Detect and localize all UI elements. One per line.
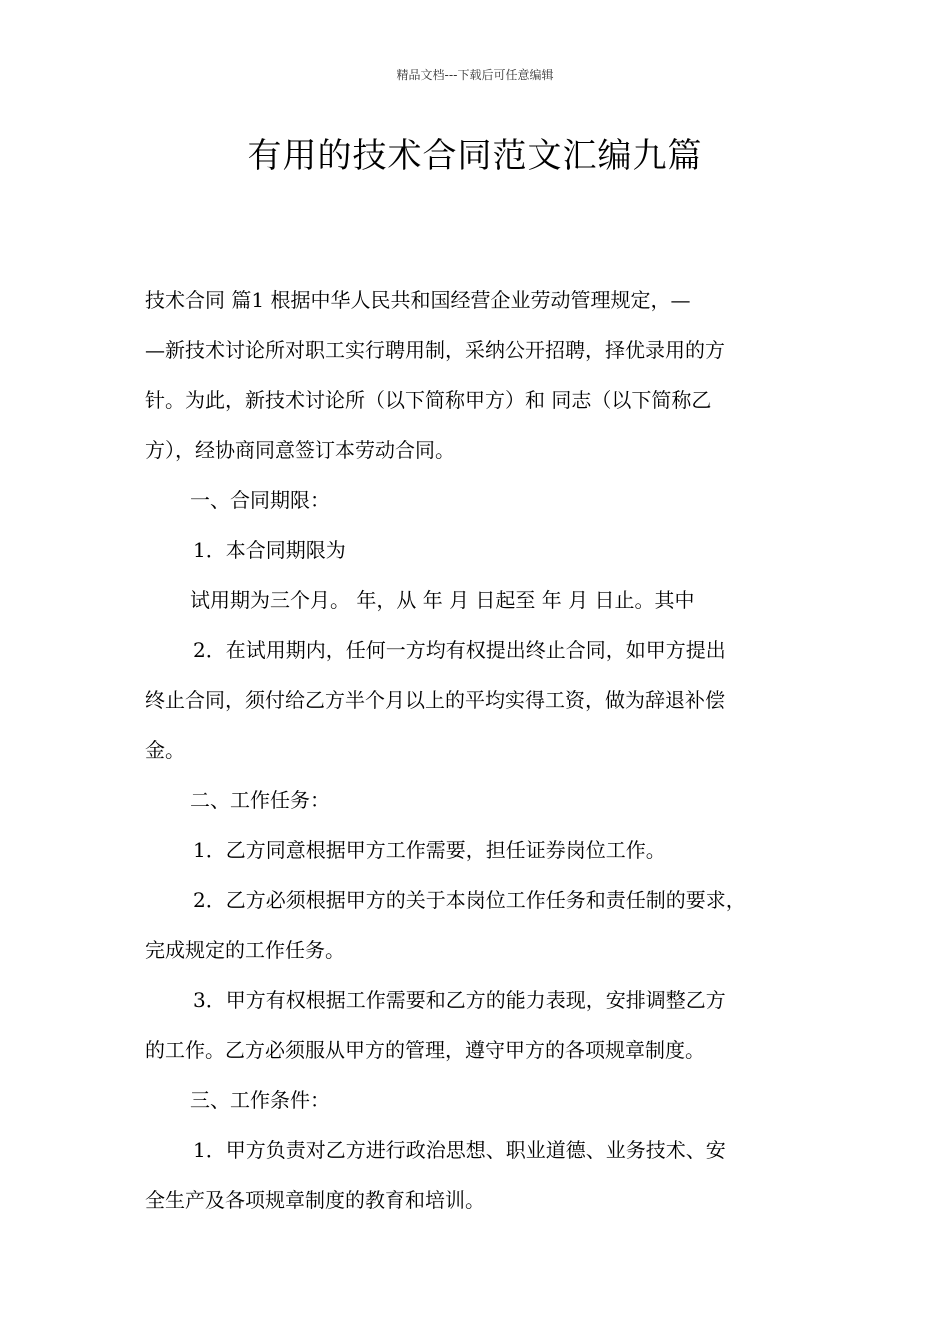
paragraph-line: 技术合同 篇1 根据中华人民共和国经营企业劳动管理规定，— [145, 288, 691, 312]
section-heading: 二、工作任务： [190, 788, 330, 812]
paragraph-line: 的工作。乙方必须服从甲方的管理，遵守甲方的各项规章制度。 [145, 1038, 705, 1062]
paragraph-line: 完成规定的工作任务。 [145, 938, 345, 962]
paragraph-line: 3．甲方有权根据工作需要和乙方的能力表现，安排调整乙方 [193, 988, 726, 1012]
section-heading: 三、工作条件： [190, 1088, 330, 1112]
paragraph-line: 终止合同，须付给乙方半个月以上的平均实得工资，做为辞退补偿 [145, 688, 725, 712]
paragraph-line: 金。 [145, 738, 185, 762]
header-watermark: 精品文档---下载后可任意编辑 [396, 68, 554, 82]
paragraph-line: 全生产及各项规章制度的教育和培训。 [145, 1188, 485, 1212]
paragraph-line: 2．乙方必须根据甲方的关于本岗位工作任务和责任制的要求， [193, 888, 746, 912]
paragraph-line: 试用期为三个月。 年，从 年 月 日起至 年 月 日止。其中 [190, 588, 695, 612]
paragraph-line: 方），经协商同意签订本劳动合同。 [145, 438, 455, 462]
paragraph-line: 1．本合同期限为 [193, 538, 346, 562]
paragraph-line: 针。为此，新技术讨论所（以下简称甲方）和 同志（以下简称乙 [145, 388, 712, 412]
paragraph-line: 2．在试用期内，任何一方均有权提出终止合同，如甲方提出 [193, 638, 726, 662]
section-heading: 一、合同期限： [190, 488, 330, 512]
paragraph-line: 1．乙方同意根据甲方工作需要，担任证券岗位工作。 [193, 838, 666, 862]
paragraph-line: 1．甲方负责对乙方进行政治思想、职业道德、业务技术、安 [193, 1138, 726, 1162]
paragraph-line: —新技术讨论所对职工实行聘用制，采纳公开招聘，择优录用的方 [145, 338, 725, 362]
document-title: 有用的技术合同范文汇编九篇 [247, 136, 703, 176]
